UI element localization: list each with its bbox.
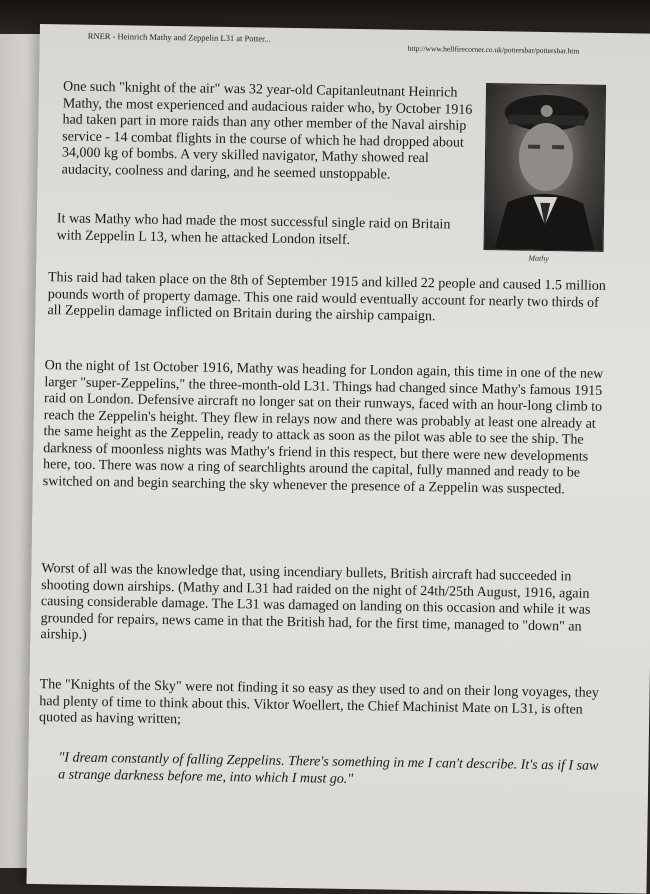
paragraph-incendiary-bullets: Worst of all was the knowledge that, using incendiary bullets, British aircraft had succeeded in shooting down airships. (Mathy and L31 had raided on the night of 24th/25th August, 1916, again causing considerable damage. The L31 was damaged on landing on this occasion and while it was grounded for repairs, news came in that the British had, for the first time, managed to "down" an airship.) (40, 561, 591, 643)
photo-caption: Mathy (528, 253, 549, 264)
paragraph-october-1916: On the night of 1st October 1916, Mathy was heading for London again, this time in one of the new larger "super-Zeppelins," the three-month-old L31. Things had changed since Mathy's famous 1915 raid on London. Defensive aircraft no longer sat on their runways, faced with an hour-long climb to reach the Zeppelin's height. They flew in relays now and there was probably at least one already at the same height as the Zeppelin, ready to attack as soon as the pilot was able to see the ship. The darkness of moonless nights was Mathy's friend in this respect, but there were new developments here, too. There was now a ring of searchlights around the capital, fully manned and ready to be switched on and begin searching the sky whenever the presence of a Zeppelin was suspected. (42, 358, 604, 497)
portrait-figure-icon (485, 84, 606, 251)
mathy-portrait-photo (484, 83, 607, 252)
page-header-title: RNER - Heinrich Mathy and Zeppelin L31 at Potter... (87, 30, 271, 44)
paragraph-mathy-intro: One such "knight of the air" was 32 year-old Capitanleutnant Heinrich Mathy, the most experienced and audacious raider who, by October 1916 had taken part in more raids than any other member of the Naval airship service - 14 combat flights in the course of which he had dropped about 34,000 kg of bombs. A very skilled navigator, Mathy showed real audacity, coolness and daring, and he seemed unstoppable. (61, 79, 473, 183)
document-page (26, 24, 650, 894)
paragraph-knights-of-sky: The "Knights of the Sky" were not finding it so easy as they used to and on their long voyages, they had plenty of time to think about this. Viktor Woellert, the Chief Machinist Mate on L31, is often quoted as having written; (38, 677, 599, 728)
paragraph-1915-raid: This raid had taken place on the 8th of September 1915 and killed 22 people and caused 1.5 million pounds worth of property damage. This one raid would eventually account for nearly two thirds of all Zeppelin damage inflicted on Britain during the airship campaign. (47, 270, 606, 325)
page-header-url: http://www.hellfirecorner.co.uk/pottersbar/pottersbar.htm (407, 43, 580, 56)
woellert-quote: "I dream constantly of falling Zeppelins. There's something in me I can't describe. It's as if I saw a strange darkness before me, into which I must go." (58, 750, 599, 788)
paragraph-l13-raid: It was Mathy who had made the most successful single raid on Britain with Zeppelin L 13, when he attacked London itself. (56, 211, 451, 248)
